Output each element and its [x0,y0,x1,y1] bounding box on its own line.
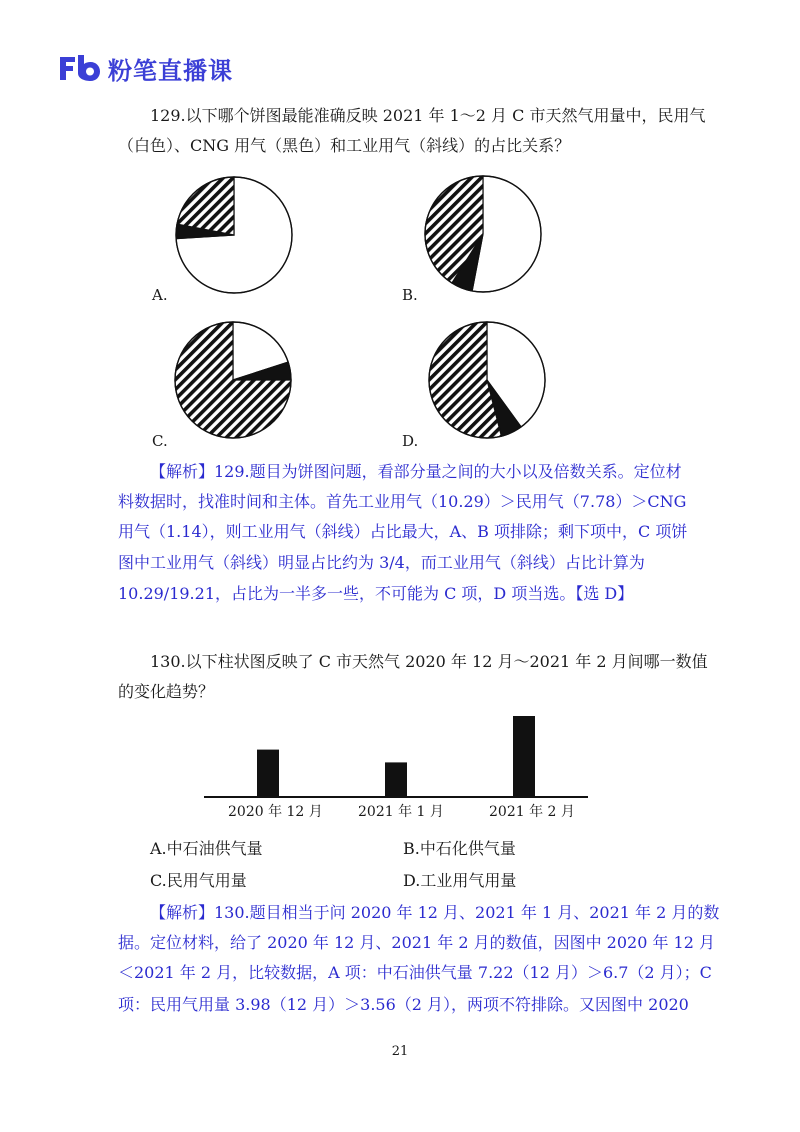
slice-hatch [177,177,234,235]
brand-logo [58,50,233,86]
pie-chart-a [174,175,294,295]
pie-chart-d [427,320,547,440]
option-c-label: C. [152,432,168,450]
choice-c: C.民用气用量 [150,871,247,890]
option-d-label: D. [402,432,419,450]
fenbi-logo-icon [58,53,102,83]
q129-analysis-line-5: 10.29/19.21，占比为一半多一些，不可能为 C 项，D 项当选。【选 D】 [118,584,634,603]
option-a-label: A. [152,286,168,304]
pie-chart-c [173,320,293,440]
q129-analysis-line-3: 用气（1.14），则工业用气（斜线）占比最大，A、B 项排除；剩下项中，C 项饼 [118,522,688,541]
x-tick-label-2: 2021 年 1 月 [358,804,444,820]
bar-chart [200,712,592,800]
q130-analysis-line-1: 【解析】130.题目相当于问 2020 年 12 月、2021 年 1 月、2021 年 2 月的数 [150,903,720,922]
q129-analysis-line-2: 料数据时，找准时间和主体。首先工业用气（10.29）＞民用气（7.78）＞CNG [118,492,687,511]
q129-line-2: （白色）、CNG 用气（黑色）和工业用气（斜线）的占比关系？ [118,136,571,155]
q129-analysis-line-1: 【解析】129.题目为饼图问题，看部分量之间的大小以及倍数关系。定位材 [150,462,682,481]
q130-line-2: 的变化趋势？ [118,682,215,701]
page-number: 21 [391,1044,409,1059]
bar-2 [385,762,407,796]
q129-line-1: 129.以下哪个饼图最能准确反映 2021 年 1～2 月 C 市天然气用量中，民用气 [150,106,706,125]
bar-3 [513,716,535,796]
x-tick-label-3: 2021 年 2 月 [489,804,575,820]
brand-name: 粉笔直播课 [108,56,233,85]
choice-d: D.工业用气用量 [403,871,517,890]
pie-chart-b [423,174,543,294]
choice-b: B.中石化供气量 [403,839,516,858]
q130-line-1: 130.以下柱状图反映了 C 市天然气 2020 年 12 月～2021 年 2 月间哪一数值 [150,652,708,671]
choice-a: A.中石油供气量 [150,839,263,858]
q130-analysis-line-3: ＜2021 年 2 月，比较数据，A 项：中石油供气量 7.22（12 月）＞6.7（2 月）；C [118,963,712,982]
q130-analysis-line-4: 项：民用气用量 3.98（12 月）＞3.56（2 月），两项不符排除。又因图中 2020 [118,995,689,1014]
x-tick-label-1: 2020 年 12 月 [228,804,323,820]
q129-analysis-line-4: 图中工业用气（斜线）明显占比约为 3/4，而工业用气（斜线）占比计算为 [118,553,645,572]
q130-analysis-line-2: 据。定位材料，给了 2020 年 12 月、2021 年 2 月的数值，因图中 2020 年 12 月 [118,933,716,952]
bar-1 [257,750,279,796]
option-b-label: B. [402,286,418,304]
